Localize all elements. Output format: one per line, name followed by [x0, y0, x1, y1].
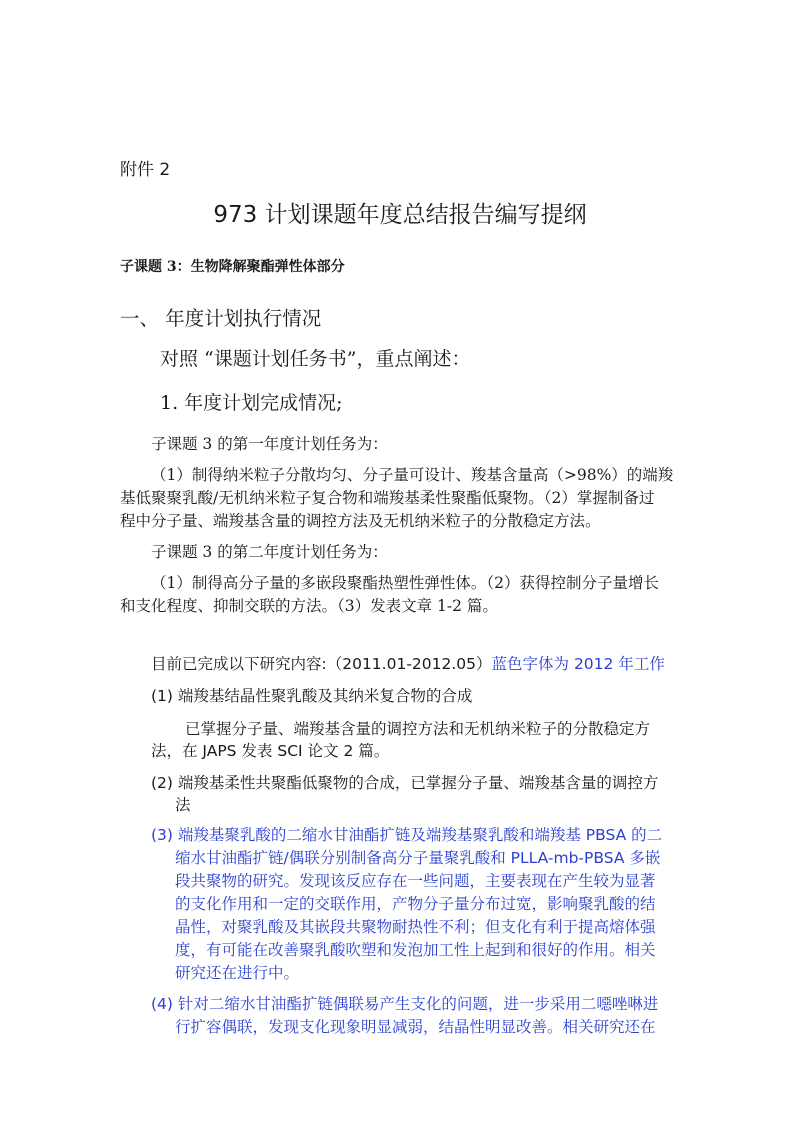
year2-task-intro: 子课题 3 的第二年度计划任务为：	[151, 543, 388, 561]
progress-item-2: (2) 端羧基柔性共聚酯低聚物的合成，已掌握分子量、端羧基含量的调控方	[151, 774, 659, 792]
year2-task-line: （1）制得高分子量的多嵌段聚酯热塑性弹性体。（2）获得控制分子量增长	[151, 574, 659, 592]
doc-title: 973 计划课题年度总结报告编写提纲	[213, 202, 587, 228]
progress-intro-text: 目前已完成以下研究内容:（2011.01-2012.05）	[151, 655, 492, 673]
progress-item-4: (4) 针对二缩水甘油酯扩链偶联易产生支化的问题，进一步采用二噁唑啉进	[151, 995, 659, 1013]
progress-item-1: (1) 端羧基结晶性聚乳酸及其纳米复合物的合成	[151, 687, 473, 705]
subtopic-heading: 子课题 3：生物降解聚酯弹性体部分	[120, 259, 345, 275]
progress-item-3: 研究还在进行中。	[175, 964, 300, 982]
year1-task-intro: 子课题 3 的第一年度计划任务为：	[151, 435, 388, 453]
year2-task-line: 和支化程度、抑制交联的方法。（3）发表文章 1-2 篇。	[120, 597, 498, 615]
progress-item-3: (3) 端羧基聚乳酸的二缩水甘油酯扩链及端羧基聚乳酸和端羧基 PBSA 的二	[151, 826, 663, 844]
progress-item-1-detail: 已掌握分子量、端羧基含量的调控方法和无机纳米粒子的分散稳定方	[185, 720, 651, 738]
progress-item-3: 晶性，对聚乳酸及其嵌段共聚物耐热性不利；但支化有利于提高熔体强	[175, 918, 656, 936]
year1-task-line: （1）制得纳米粒子分散均匀、分子量可设计、羧基含量高（>98%）的端羧	[151, 466, 674, 484]
progress-item-1-detail: 法，在 JAPS 发表 SCI 论文 2 篇。	[151, 742, 390, 760]
section-1-intro: 对照 “课题计划任务书”，重点阐述：	[160, 348, 471, 370]
progress-item-3: 度，有可能在改善聚乳酸吹塑和发泡加工性上起到和很好的作用。相关	[175, 941, 656, 959]
progress-item-3: 的支化作用和一定的交联作用，产物分子量分布过宽，影响聚乳酸的结	[175, 895, 656, 913]
progress-item-3: 段共聚物的研究。发现该反应存在一些问题，主要表现在产生较为显著	[175, 872, 656, 890]
section-1-item-1: 1. 年度计划完成情况;	[160, 392, 343, 414]
progress-item-4: 行扩容偶联，发现支化现象明显减弱，结晶性明显改善。相关研究还在	[175, 1018, 656, 1036]
attachment-label: 附件 2	[120, 160, 171, 180]
progress-intro-note: 蓝色字体为 2012 年工作	[491, 655, 665, 673]
year1-task-line: 程中分子量、端羧基含量的调控方法及无机纳米粒子的分散稳定方法。	[120, 512, 601, 530]
progress-item-3: 缩水甘油酯扩链/偶联分别制备高分子量聚乳酸和 PLLA-mb-PBSA 多嵌	[175, 849, 661, 867]
progress-intro	[151, 654, 665, 674]
section-1-heading: 一、 年度计划执行情况	[120, 307, 322, 330]
year1-task-line: 基低聚聚乳酸/无机纳米粒子复合物和端羧基柔性聚酯低聚物。（2）掌握制备过	[120, 489, 655, 507]
progress-item-2: 法	[175, 796, 191, 814]
